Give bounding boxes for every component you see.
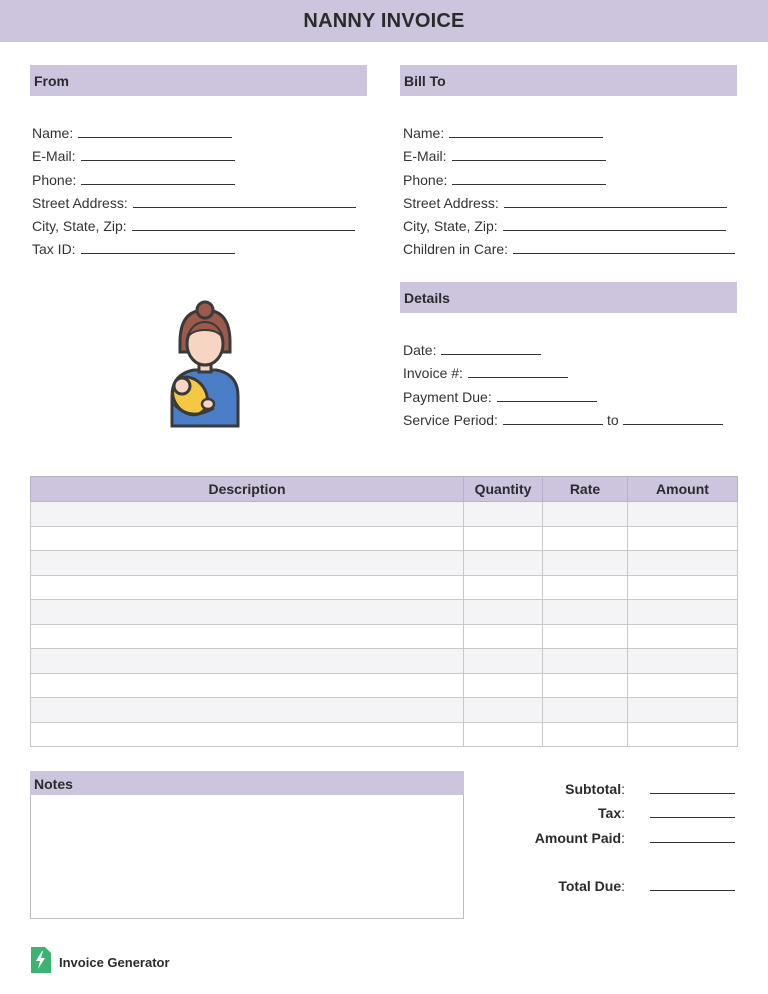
total-due-line	[650, 877, 735, 891]
service-period-to: to	[606, 411, 619, 428]
rate-cell[interactable]	[543, 526, 628, 551]
amount-cell[interactable]	[628, 502, 738, 527]
field-label: City, State, Zip:	[32, 217, 127, 234]
bill-to-street-field[interactable]	[403, 188, 735, 211]
from-name-field[interactable]	[32, 118, 356, 141]
column-quantity: Quantity	[464, 477, 543, 502]
amount-paid-row[interactable]: Amount Paid:	[500, 821, 736, 846]
bill-to-email-field[interactable]	[403, 141, 735, 164]
field-label: E-Mail:	[403, 148, 447, 165]
table-row	[31, 575, 738, 600]
description-cell[interactable]	[31, 526, 464, 551]
from-heading	[30, 65, 367, 96]
table-row	[31, 600, 738, 625]
table-row	[31, 698, 738, 723]
blank-line	[81, 171, 235, 185]
blank-line	[503, 411, 603, 425]
description-cell[interactable]	[31, 600, 464, 625]
from-phone-field[interactable]	[32, 164, 356, 187]
from-taxid-field[interactable]	[32, 234, 356, 257]
notes-heading-label: Notes	[34, 775, 73, 792]
field-label: Tax ID:	[32, 241, 76, 258]
bill-to-city-field[interactable]	[403, 211, 735, 234]
table-row	[31, 526, 738, 551]
table-row	[31, 649, 738, 674]
field-label: Date:	[403, 342, 437, 359]
rate-cell[interactable]	[543, 624, 628, 649]
page-title: NANNY INVOICE	[303, 9, 465, 32]
description-cell[interactable]	[31, 649, 464, 674]
amount-paid-line	[650, 829, 735, 843]
field-label: Payment Due:	[403, 388, 492, 405]
blank-line	[133, 194, 356, 208]
rate-cell[interactable]	[543, 575, 628, 600]
description-cell[interactable]	[31, 722, 464, 747]
table-row	[31, 502, 738, 527]
total-due-row[interactable]: Total Due:	[500, 870, 736, 895]
field-label: E-Mail:	[32, 148, 76, 165]
bill-to-children-field[interactable]	[403, 234, 735, 257]
totals-block	[500, 772, 736, 894]
blank-line	[497, 388, 597, 402]
field-label: Phone:	[403, 171, 448, 188]
tax-row[interactable]: Tax:	[500, 797, 736, 822]
rate-cell[interactable]	[543, 722, 628, 747]
quantity-cell[interactable]	[464, 502, 543, 527]
details-fields	[403, 335, 723, 428]
field-label: Street Address:	[32, 194, 128, 211]
table-row	[31, 673, 738, 698]
rate-cell[interactable]	[543, 649, 628, 674]
amount-cell[interactable]	[628, 624, 738, 649]
blank-line	[81, 147, 235, 161]
lightning-bolt-icon	[31, 947, 51, 978]
field-label: Name:	[403, 125, 445, 142]
description-cell[interactable]	[31, 673, 464, 698]
field-label: Invoice #:	[403, 365, 463, 382]
total-due-label: Total Due	[558, 878, 622, 894]
nanny-holding-baby-icon	[160, 300, 250, 428]
tax-line	[650, 804, 735, 818]
payment-due-field[interactable]	[403, 381, 723, 404]
amount-cell[interactable]	[628, 698, 738, 723]
title-bar	[0, 0, 768, 42]
description-cell[interactable]	[31, 575, 464, 600]
tax-label: Tax	[598, 805, 622, 821]
details-heading-label: Details	[404, 289, 450, 306]
bill-to-fields	[403, 118, 735, 257]
rate-cell[interactable]	[543, 600, 628, 625]
quantity-cell[interactable]	[464, 649, 543, 674]
field-label: Name:	[32, 125, 74, 142]
amount-cell[interactable]	[628, 673, 738, 698]
rate-cell[interactable]	[543, 698, 628, 723]
column-description: Description	[31, 477, 464, 502]
column-amount: Amount	[628, 477, 738, 502]
details-heading	[400, 282, 737, 313]
description-cell[interactable]	[31, 698, 464, 723]
items-body	[31, 502, 738, 747]
blank-line	[503, 217, 726, 231]
blank-line	[513, 240, 735, 254]
field-label: Street Address:	[403, 194, 499, 211]
quantity-cell[interactable]	[464, 722, 543, 747]
description-cell[interactable]	[31, 624, 464, 649]
blank-line	[452, 171, 606, 185]
subtotal-label: Subtotal	[565, 780, 622, 797]
blank-line	[132, 217, 355, 231]
description-cell[interactable]	[31, 551, 464, 576]
blank-line	[452, 147, 606, 161]
table-row	[31, 722, 738, 747]
rate-cell[interactable]	[543, 502, 628, 527]
field-label: City, State, Zip:	[403, 217, 498, 234]
quantity-cell[interactable]	[464, 698, 543, 723]
items-table	[30, 476, 738, 747]
from-fields	[32, 118, 356, 257]
from-email-field[interactable]	[32, 141, 356, 164]
quantity-cell[interactable]	[464, 624, 543, 649]
amount-cell[interactable]	[628, 649, 738, 674]
blank-line	[81, 240, 235, 254]
amount-cell[interactable]	[628, 722, 738, 747]
brand[interactable]	[31, 947, 170, 978]
bill-to-heading	[400, 65, 737, 96]
service-period-field[interactable]	[403, 405, 723, 428]
from-street-field[interactable]	[32, 188, 356, 211]
amount-cell[interactable]	[628, 526, 738, 551]
subtotal-row[interactable]: Subtotal:	[500, 772, 736, 797]
amount-cell[interactable]	[628, 575, 738, 600]
table-row	[31, 624, 738, 649]
brand-name: Invoice Generator	[59, 955, 170, 970]
field-label: Service Period:	[403, 411, 498, 428]
field-label: Children in Care:	[403, 241, 509, 258]
rate-cell[interactable]	[543, 551, 628, 576]
from-heading-label: From	[34, 72, 69, 89]
blank-line	[504, 194, 727, 208]
blank-line	[468, 364, 568, 378]
bill-to-name-field[interactable]	[403, 118, 735, 141]
blank-line	[78, 124, 232, 138]
description-cell[interactable]	[31, 502, 464, 527]
amount-cell[interactable]	[628, 551, 738, 576]
bill-to-phone-field[interactable]	[403, 164, 735, 187]
column-rate: Rate	[543, 477, 628, 502]
blank-line	[441, 341, 541, 355]
date-field[interactable]	[403, 335, 723, 358]
blank-line	[623, 411, 723, 425]
quantity-cell[interactable]	[464, 600, 543, 625]
field-label: Phone:	[32, 171, 77, 188]
quantity-cell[interactable]	[464, 673, 543, 698]
rate-cell[interactable]	[543, 673, 628, 698]
blank-line	[449, 124, 603, 138]
from-city-field[interactable]	[32, 211, 356, 234]
amount-cell[interactable]	[628, 600, 738, 625]
quantity-cell[interactable]	[464, 551, 543, 576]
bill-to-heading-label: Bill To	[404, 72, 446, 89]
table-header-row	[31, 477, 738, 502]
notes-heading	[30, 771, 464, 796]
notes-input[interactable]	[30, 795, 464, 919]
invoice-number-field[interactable]	[403, 358, 723, 381]
quantity-cell[interactable]	[464, 575, 543, 600]
quantity-cell[interactable]	[464, 526, 543, 551]
amount-paid-label: Amount Paid	[534, 829, 622, 846]
subtotal-line	[650, 780, 735, 794]
table-row	[31, 551, 738, 576]
